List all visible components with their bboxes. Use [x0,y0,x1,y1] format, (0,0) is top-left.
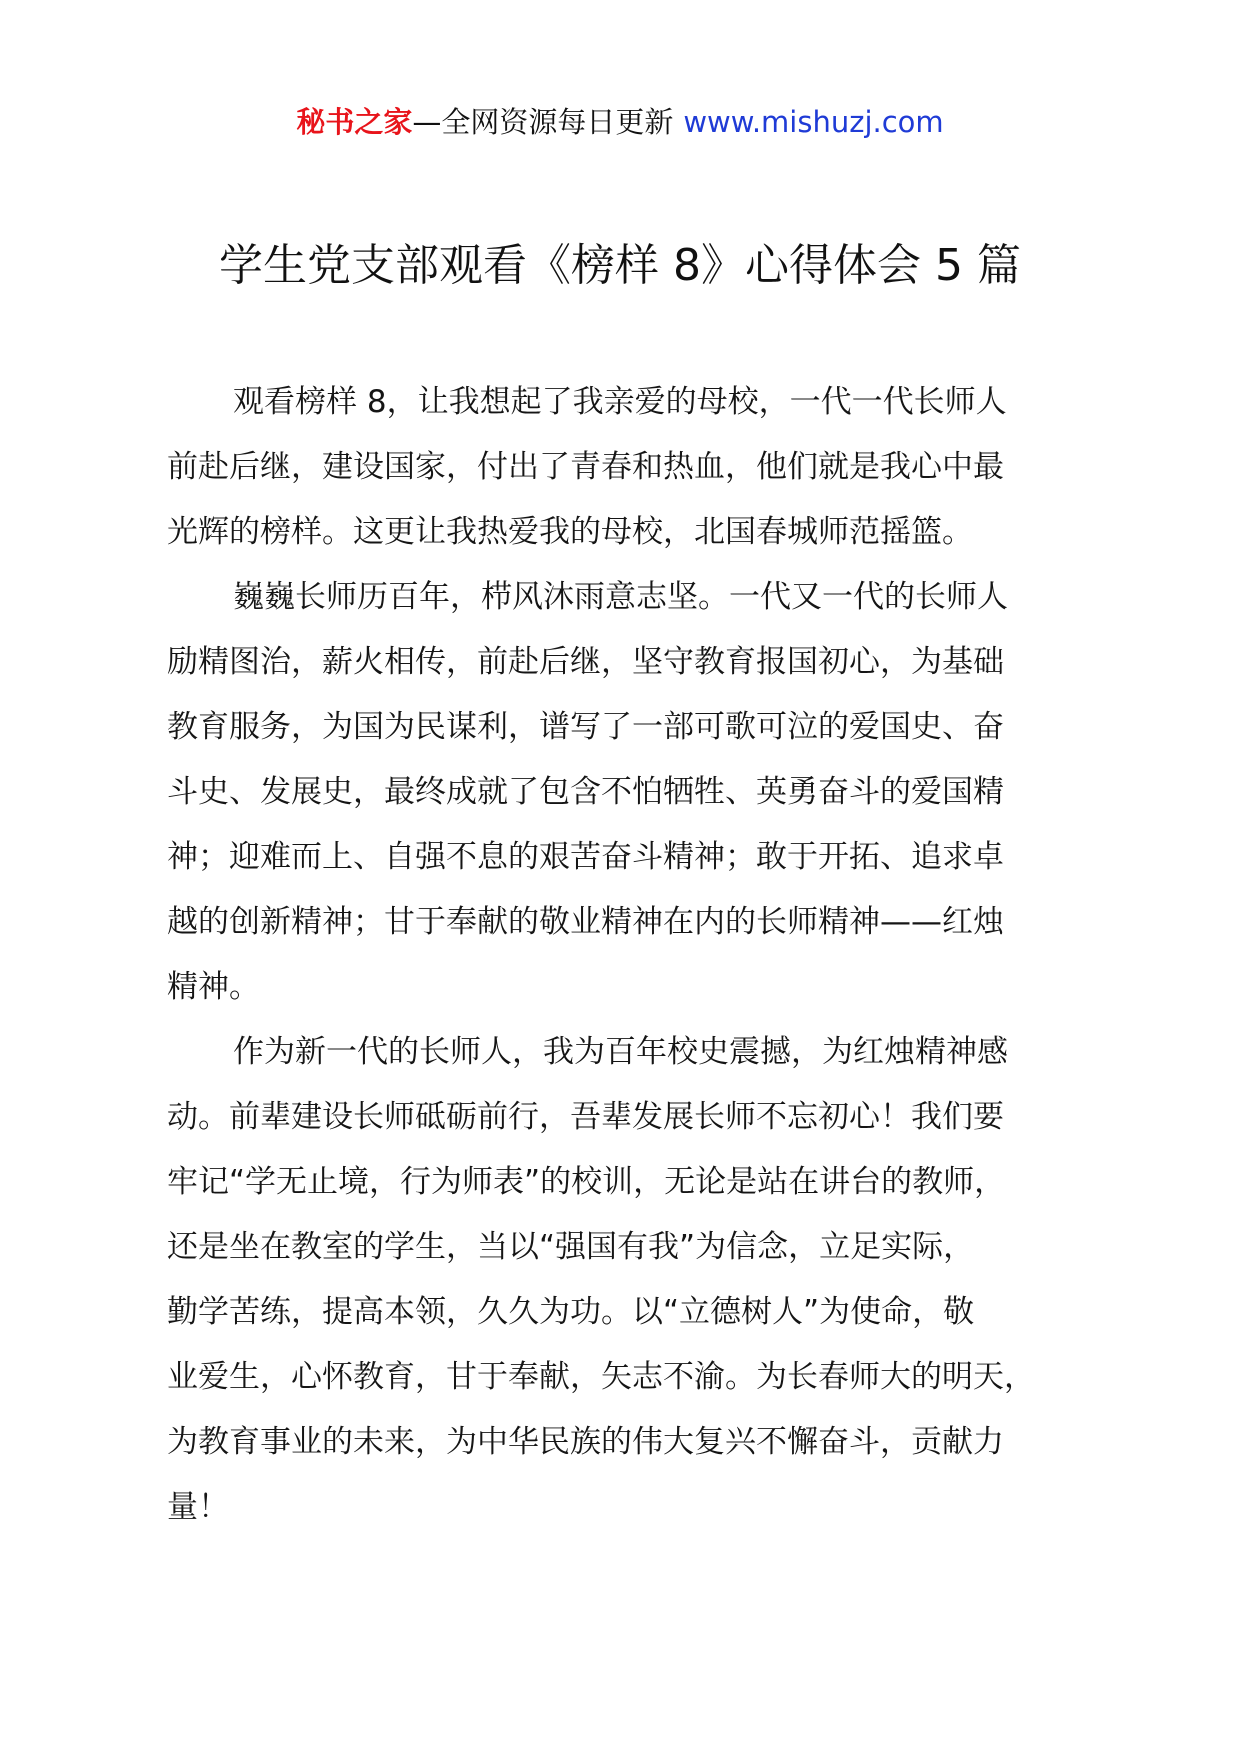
paragraph-line: 教育服务，为国为民谋利，谱写了一部可歌可泣的爱国史、奋 [167,709,1004,745]
paragraph-line: 为教育事业的未来，为中华民族的伟大复兴不懈奋斗，贡献力 [167,1424,1004,1460]
paragraph-line: 量！ [167,1489,229,1525]
paragraph-line: 业爱生，心怀教育，甘于奉献，矢志不渝。为长春师大的明天， [167,1359,1035,1395]
paragraph-3 [167,1020,1107,1540]
paragraph-line: 还是坐在教室的学生，当以“强国有我”为信念，立足实际， [167,1229,975,1265]
document-title: 学生党支部观看《榜样 8》心得体会 5 篇 [219,240,1021,291]
site-header [0,100,1240,144]
paragraph-line: 动。前辈建设长师砥砺前行，吾辈发展长师不忘初心！我们要 [167,1099,1004,1135]
paragraph-line: 牢记“学无止境，行为师表”的校训，无论是站在讲台的教师， [167,1164,1006,1200]
paragraph-line: 巍巍长师历百年，栉风沐雨意志坚。一代又一代的长师人 [233,579,1008,615]
paragraph-line: 前赴后继，建设国家，付出了青春和热血，他们就是我心中最 [167,449,1004,485]
site-url-link[interactable]: www.mishuzj.com [683,105,944,139]
site-brand: 秘书之家 [296,105,413,139]
paragraph-line: 勤学苦练，提高本领，久久为功。以“立德树人”为使命，敬 [167,1294,975,1330]
paragraph-line: 光辉的榜样。这更让我热爱我的母校，北国春城师范摇篮。 [167,514,973,550]
paragraph-line: 越的创新精神；甘于奉献的敬业精神在内的长师精神——红烛 [167,904,1004,940]
paragraph-1 [167,370,1107,565]
paragraph-line: 观看榜样 8，让我想起了我亲爱的母校，一代一代长师人 [233,384,1007,420]
paragraph-line: 励精图治，薪火相传，前赴后继，坚守教育报国初心，为基础 [167,644,1004,680]
site-slogan: —全网资源每日更新 [412,105,674,139]
paragraph-2 [167,565,1107,1020]
paragraph-line: 神；迎难而上、自强不息的艰苦奋斗精神；敢于开拓、追求卓 [167,839,1004,875]
paragraph-line: 斗史、发展史，最终成就了包含不怕牺牲、英勇奋斗的爱国精 [167,774,1004,810]
paragraph-line: 作为新一代的长师人，我为百年校史震撼，为红烛精神感 [233,1034,1008,1070]
paragraph-line: 精神。 [167,969,260,1005]
document-body [167,370,1107,1540]
